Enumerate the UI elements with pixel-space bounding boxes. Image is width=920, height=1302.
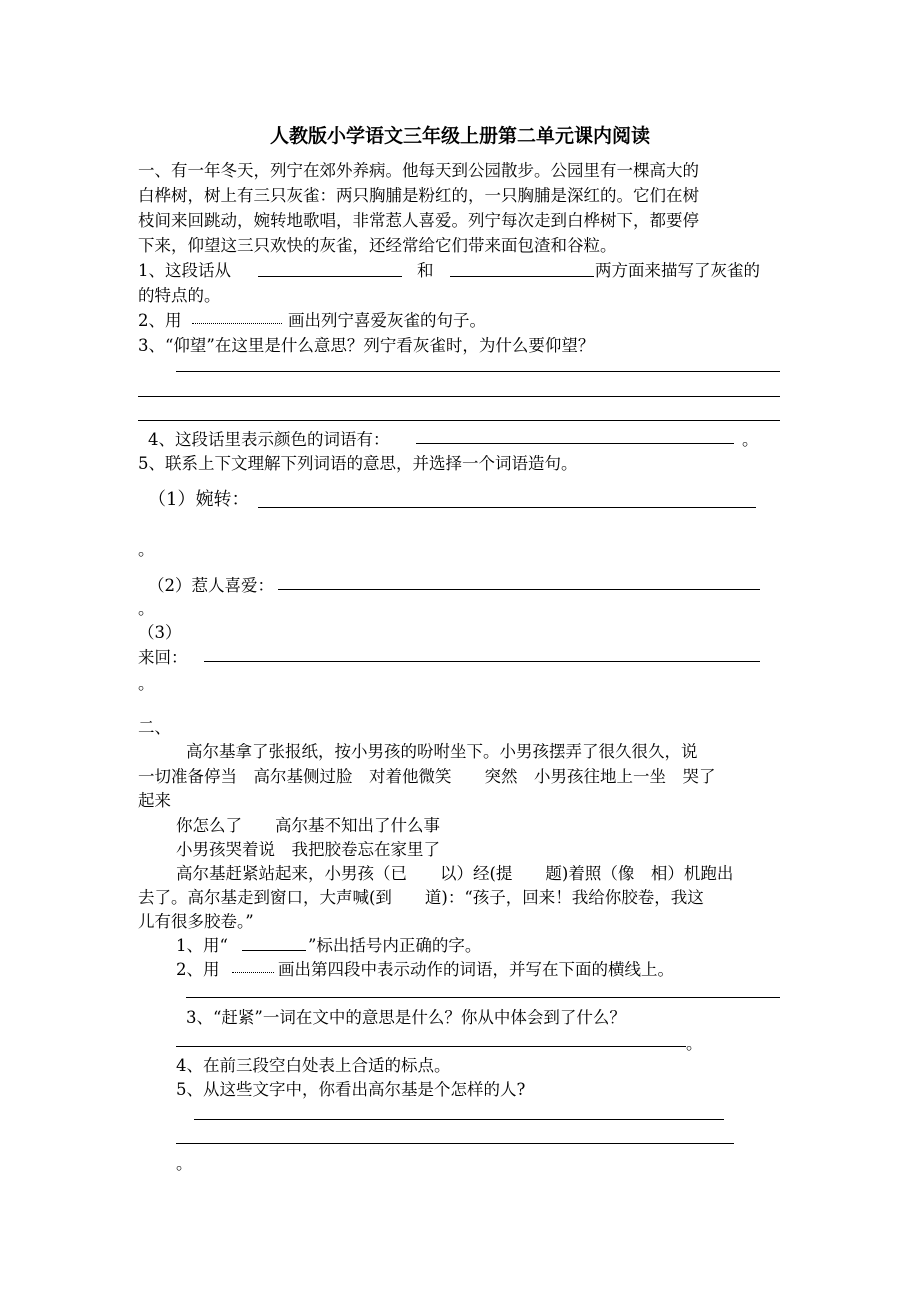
- s1-q3-answer-line-3[interactable]: [138, 420, 780, 421]
- s2-question-3-end: 。: [686, 1034, 703, 1053]
- s2-q2-answer-line[interactable]: [186, 997, 780, 998]
- s2-question-4-text: 4、在前三段空白处表上合适的标点。: [176, 1056, 451, 1075]
- word-2-end: 。: [138, 599, 155, 618]
- s1-question-4-text: 4、这段话里表示颜色的词语有：: [148, 430, 390, 449]
- s1-question-4-end: 。: [742, 430, 759, 449]
- s2-q1-sample-underline: [242, 950, 306, 951]
- s2-question-5-end: 。: [176, 1154, 193, 1173]
- s2-passage-line-7: 去了。高尔基走到窗口，大声喊(到 道)：“孩子，回来！我给你胶卷，我这: [138, 888, 704, 907]
- s2-q3-answer-line[interactable]: [176, 1046, 686, 1047]
- s2-question-1-text-b: ”标出括号内正确的字。: [308, 936, 482, 955]
- s2-question-1-text: 1、用“: [176, 936, 228, 955]
- passage-line-3: 枝间来回跳动，婉转地歌唱，非常惹人喜爱。列宁每次走到白桦树下，都要停: [138, 211, 699, 230]
- s2-passage-line-5: 小男孩哭着说 我把胶卷忘在家里了: [176, 840, 440, 859]
- s2-q5-answer-line-2[interactable]: [176, 1143, 734, 1144]
- s2-passage-line-2: 一切准备停当 高尔基侧过脸 对着他微笑 突然 小男孩往地上一坐 哭了: [138, 767, 716, 786]
- word-1-end: 。: [138, 540, 155, 559]
- s2-passage-line-6: 高尔基赶紧站起来，小男孩（已 以）经(提 题)着照（像 相）机跑出: [176, 864, 734, 883]
- s2-passage-line-4: 你怎么了 高尔基不知出了什么事: [176, 816, 440, 835]
- s1-question-2-text-b: 画出列宁喜爱灰雀的句子。: [288, 311, 486, 330]
- s1-q3-answer-line-2[interactable]: [138, 396, 780, 397]
- s2-question-5-text: 5、从这些文字中，你看出高尔基是个怎样的人?: [176, 1080, 526, 1099]
- word-3-label: 来回：: [138, 648, 188, 667]
- s2-question-2-text: 2、用: [176, 960, 220, 979]
- s1-question-3-text: 3、“仰望”在这里是什么意思？列宁看灰雀时，为什么要仰望？: [138, 336, 595, 355]
- word-3-end: 。: [138, 674, 155, 693]
- s1-q1-blank-2[interactable]: [450, 276, 594, 277]
- s2-question-2-text-b: 画出第四段中表示动作的词语，并写在下面的横线上。: [278, 960, 674, 979]
- page-title: 人教版小学语文三年级上册第二单元课内阅读: [269, 125, 650, 147]
- s1-q3-answer-line-1[interactable]: [176, 371, 780, 372]
- s2-passage-line-3: 起来: [138, 791, 171, 810]
- s1-question-5-text: 5、联系上下文理解下列词语的意思，并选择一个词语造句。: [138, 454, 578, 473]
- passage-line-2: 白桦树，树上有三只灰雀：两只胸脯是粉红的，一只胸脯是深红的。它们在树: [138, 186, 699, 205]
- s1-question-1-text: 1、这段话从: [138, 261, 231, 280]
- word-3-answer-line[interactable]: [204, 661, 760, 662]
- wavy-underline-sample: [192, 317, 282, 324]
- s1-question-2-text: 2、用: [138, 311, 182, 330]
- s2-question-3-text: 3、“赶紧”一词在文中的意思是什么？你从中体会到了什么？: [186, 1008, 626, 1027]
- s1-q4-blank[interactable]: [416, 443, 734, 444]
- section-2-label: 二、: [138, 718, 171, 737]
- word-1-label: （1）婉转：: [148, 489, 250, 510]
- s2-passage-line-1: 高尔基拿了张报纸，按小男孩的吩咐坐下。小男孩摆弄了很久很久，说: [186, 742, 698, 761]
- s1-question-1-text-b: 两方面来描写了灰雀的: [595, 261, 760, 280]
- s2-q5-answer-line-1[interactable]: [194, 1119, 724, 1120]
- passage-line-4: 下来，仰望这三只欢快的灰雀，还经常给它们带来面包渣和谷粒。: [138, 236, 617, 255]
- word-2-label: （2）惹人喜爱：: [148, 576, 274, 595]
- word-2-answer-line[interactable]: [278, 589, 760, 590]
- passage-line-1: 一、有一年冬天，列宁在郊外养病。他每天到公园散步。公园里有一棵高大的: [138, 161, 699, 180]
- word-3-number: （3）: [138, 623, 182, 642]
- wavy-underline-sample-2: [232, 966, 274, 973]
- s1-question-1-and: 和: [417, 261, 434, 280]
- s2-passage-line-8: 儿有很多胶卷。”: [138, 912, 254, 931]
- word-1-answer-line[interactable]: [258, 507, 756, 508]
- s1-q1-blank-1[interactable]: [258, 276, 402, 277]
- s1-question-1-text-c: 的特点的。: [138, 286, 221, 305]
